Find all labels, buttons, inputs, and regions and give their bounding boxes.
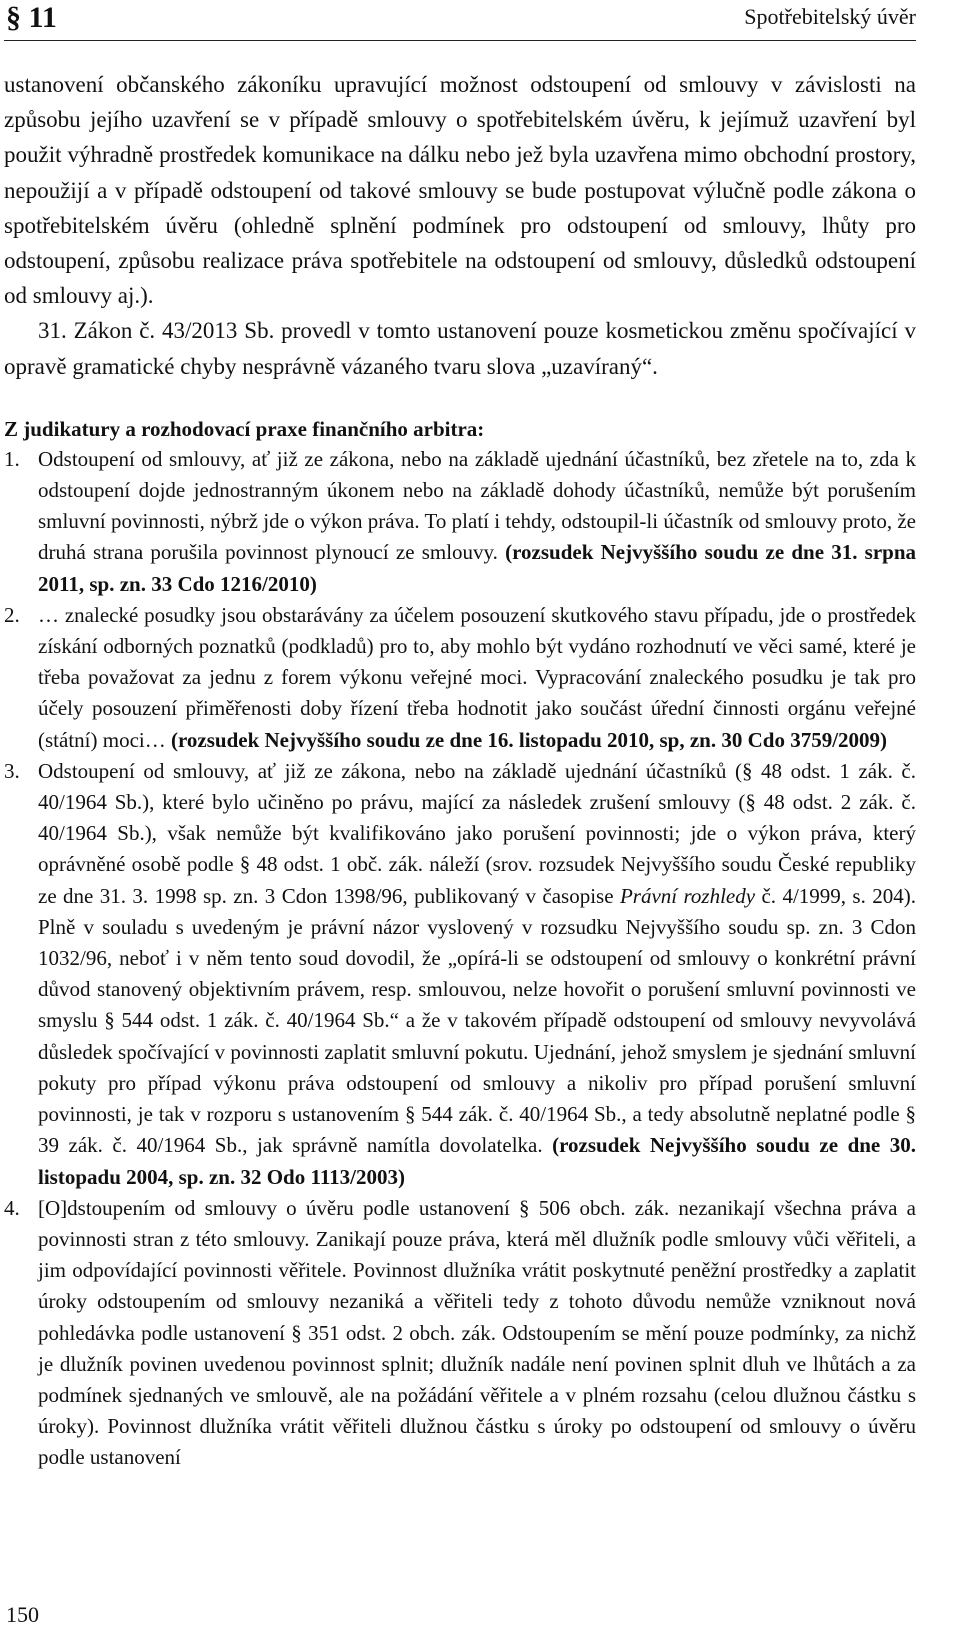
page-number: 150 [6,1602,39,1627]
item-citation: (rozsudek Nejvyššího soudu ze dne 30. listopadu 2004, sp. zn. 32 Odo 1113/2003) [38,1133,916,1189]
judikatura-heading: Z judikatury a rozhodovací praxe finančního arbitra: [4,416,485,441]
item-text: č. 4/1999, s. 204). Plně v souladu s uvedeným je právní názor vyslovený v rozsudku Nejvyššího soudu sp. zn. 3 Cdon 1032/96, neboť i v něm tento soud dovodil, že „opírá-li se odstoupení od smlouvy o konkrétní právní důvod stanovený objektivním právem, resp. smlouvou, nelze hovořit o porušení smluvní povinnosti ve smyslu § 544 odst. 1 zák. č. 40/1964 Sb.“ a že v takovém případě odstoupení od smlouvy nevyvolává důsledek spočívající v povinnosti zaplatit smluvní pokutu. Ujednání, jehož smyslem je sjednání smluvní pokuty pro případ výkonu práva odstoupení od smlouvy a nikoliv pro případ porušení smluvní povinnosti, je tak v rozporu s ustanovením § 544 zák. č. 40/1964 Sb., a tedy absolutně neplatné podle § 39 zák. č. 40/1964 Sb., jak správně namítla dovolatelka. [38,883,917,1158]
journal-title: Právní rozhledy [619,883,756,908]
item-number: 2. [4,602,20,627]
item-number: 4. [4,1195,20,1220]
intro-paragraph: 31. Zákon č. 43/2013 Sb. provedl v tomto ustanovení pouze kosmetickou změnu spočívající v opravě gramatické chyby nesprávně vázaného tvaru slova „uzavíraný“. [4,318,916,379]
running-title: Spotřebitelský úvěr [744,4,916,29]
section-number: § 11 [6,1,57,34]
item-text: Odstoupení od smlouvy, ať již ze zákona, nebo na základě ujednání účastníků, bez zřetele na to, zda k odstoupení dojde jednostranným úkonem nebo na základě dohody účastníků, nemůže být porušením smluvní povinnosti, nýbrž jde o výkon práva. To platí i tehdy, odstoupil-li účastník od smlouvy proto, že druhá strana porušila povinnost plynoucí ze smlouvy. [38,446,916,565]
item-number: 1. [4,446,20,471]
item-text: [O]dstoupením od smlouvy o úvěru podle ustanovení § 506 obch. zák. nezanikají všechna práva a povinnosti stran z této smlouvy. Zanikají pouze práva, která měl dlužník podle smlouvy vůči věřiteli, a jim odpovídající povinnosti věřitele. Povinnost dlužníka vrátit poskytnuté peněžní prostředky a zaplatit úroky odstoupením od smlouvy nezaniká a věřiteli tedy z tohoto důvodu nemůže vzniknout nová pohledávka podle ustanovení § 351 odst. 2 obch. zák. Odstoupením se mění pouze podmínky, za nichž je dlužník povinen uvedenou povinnost splnit; dlužník nadále není povinen splnit dluh ve lhůtách a za podmínek sjednaných ve smlouvě, ale na požádání věřitele a v plném rozsahu (celou dlužnou částku s úroky). Povinnost dlužníka vrátit věřiteli dlužnou částku s úroky po odstoupení od smlouvy o úvěru podle ustanovení [38,1195,916,1470]
list-item [4,600,916,756]
intro-paragraph: ustanovení občanského zákoníku upravující možnost odstoupení od smlouvy v závislosti na způsobu jejího uzavření se v případě smlouvy o spotřebitelském úvěru, k jejímuž uzavření byl použit výhradně prostředek komunikace na dálku nebo jež byla uzavřena mimo obchodní prostory, nepoužijí a v případě odstoupení od takové smlouvy se bude postupovat výlučně podle zákona o spotřebitelském úvěru (ohledně splnění podmínek pro odstoupení od smlouvy, lhůty pro odstoupení, způsobu realizace práva spotřebitele na odstoupení od smlouvy, důsledků odstoupení od smlouvy aj.). [4,72,916,309]
item-text: Odstoupení od smlouvy, ať již ze zákona, nebo na základě ujednání účastníků (§ 48 odst. 1 zák. č. 40/1964 Sb.), které bylo učiněno po právu, mající za následek zrušení smlouvy (§ 48 odst. 2 zák. č. 40/1964 Sb.), však nemůže být kvalifikováno jako porušení povinnosti; jde o výkon práva, který oprávněné osobě podle § 48 odst. 1 obč. zák. náleží (srov. rozsudek Nejvyššího soudu České republiky ze dne 31. 3. 1998 sp. zn. 3 Cdon 1398/96, publikovaný v časopise [38,758,916,908]
item-number: 3. [4,758,20,783]
item-citation: (rozsudek Nejvyššího soudu ze dne 31. srpna 2011, sp. zn. 33 Cdo 1216/2010) [38,540,916,596]
page-header [4,0,916,41]
list-item [4,1193,916,1474]
list-item [4,444,916,600]
intro-text [4,67,916,384]
item-citation: (rozsudek Nejvyššího soudu ze dne 16. listopadu 2010, sp, zn. 30 Cdo 3759/2009) [170,727,888,752]
judikatura-list [4,444,916,1474]
list-item [4,756,916,1193]
item-text: … znalecké posudky jsou obstarávány za účelem posouzení skutkového stavu případu, jde o prostředek získání odborných poznatků (podkladů) pro to, aby mohlo být vydáno rozhodnutí ve věci samé, které je třeba považovat za jednu z forem výkonu veřejné moci. Vypracování znaleckého posudku je tak pro účely posouzení přiměřenosti doby řízení třeba hodnotit jako součást úřední činnosti orgánu veřejné (státní) moci… [38,602,916,752]
